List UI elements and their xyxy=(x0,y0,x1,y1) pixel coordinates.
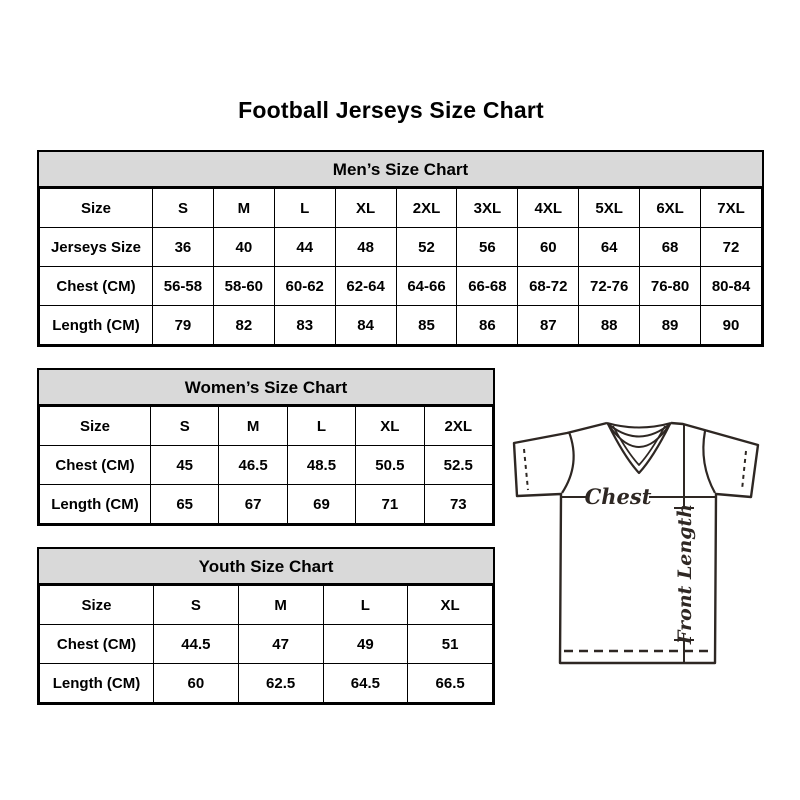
value-cell: 40 xyxy=(213,228,274,267)
value-cell: M xyxy=(213,189,274,228)
value-cell: 64-66 xyxy=(396,267,457,306)
value-cell: 68 xyxy=(640,228,701,267)
value-cell: 56 xyxy=(457,228,518,267)
value-cell: 45 xyxy=(151,446,219,485)
value-cell: 64 xyxy=(579,228,640,267)
table-row xyxy=(40,485,493,524)
value-cell: 5XL xyxy=(579,189,640,228)
value-cell: M xyxy=(238,586,323,625)
value-cell: L xyxy=(274,189,335,228)
table-row xyxy=(40,664,493,703)
value-cell: L xyxy=(323,586,408,625)
womens-table-header: Women’s Size Chart xyxy=(39,370,493,406)
row-label-cell: Chest (CM) xyxy=(40,625,154,664)
value-cell: XL xyxy=(335,189,396,228)
value-cell: 71 xyxy=(356,485,424,524)
value-cell: 56-58 xyxy=(153,267,214,306)
value-cell: 44 xyxy=(274,228,335,267)
value-cell: 50.5 xyxy=(356,446,424,485)
mens-table-grid xyxy=(39,188,762,345)
value-cell: 48.5 xyxy=(287,446,355,485)
youth-table-grid xyxy=(39,585,493,703)
youth-table-header: Youth Size Chart xyxy=(39,549,493,585)
value-cell: 66-68 xyxy=(457,267,518,306)
value-cell: 3XL xyxy=(457,189,518,228)
value-cell: 52.5 xyxy=(424,446,492,485)
value-cell: 87 xyxy=(518,306,579,345)
table-row xyxy=(40,407,493,446)
value-cell: 86 xyxy=(457,306,518,345)
value-cell: S xyxy=(153,189,214,228)
value-cell: 6XL xyxy=(640,189,701,228)
value-cell: 7XL xyxy=(701,189,762,228)
value-cell: 46.5 xyxy=(219,446,287,485)
value-cell: 76-80 xyxy=(640,267,701,306)
value-cell: 60 xyxy=(154,664,239,703)
row-label-cell: Length (CM) xyxy=(40,664,154,703)
row-label-cell: Size xyxy=(40,189,153,228)
page-title: Football Jerseys Size Chart xyxy=(238,97,544,123)
chest-measure-label: Chest xyxy=(584,484,652,509)
value-cell: 51 xyxy=(408,625,493,664)
mens-table-header: Men’s Size Chart xyxy=(39,152,762,188)
value-cell: 44.5 xyxy=(154,625,239,664)
value-cell: 65 xyxy=(151,485,219,524)
right-cuff-stitch-line xyxy=(742,451,746,490)
collar-top-line xyxy=(607,423,671,428)
value-cell: 4XL xyxy=(518,189,579,228)
table-row xyxy=(40,446,493,485)
value-cell: 89 xyxy=(640,306,701,345)
value-cell: 62.5 xyxy=(238,664,323,703)
value-cell: 67 xyxy=(219,485,287,524)
row-label-cell: Jerseys Size xyxy=(40,228,153,267)
table-row xyxy=(40,189,762,228)
value-cell: 69 xyxy=(287,485,355,524)
value-cell: S xyxy=(151,407,219,446)
value-cell: 60 xyxy=(518,228,579,267)
value-cell: M xyxy=(219,407,287,446)
row-label-cell: Size xyxy=(40,407,151,446)
value-cell: S xyxy=(154,586,239,625)
value-cell: 64.5 xyxy=(323,664,408,703)
row-label-cell: Chest (CM) xyxy=(40,267,153,306)
value-cell: 72 xyxy=(701,228,762,267)
row-label-cell: Size xyxy=(40,586,154,625)
value-cell: XL xyxy=(356,407,424,446)
value-cell: 52 xyxy=(396,228,457,267)
value-cell: 36 xyxy=(153,228,214,267)
table-row xyxy=(40,625,493,664)
table-row xyxy=(40,306,762,345)
jersey-measurement-diagram xyxy=(498,406,774,678)
value-cell: 83 xyxy=(274,306,335,345)
right-armhole-seam-line xyxy=(703,431,715,493)
value-cell: 47 xyxy=(238,625,323,664)
value-cell: 73 xyxy=(424,485,492,524)
value-cell: 2XL xyxy=(424,407,492,446)
value-cell: L xyxy=(287,407,355,446)
row-label-cell: Chest (CM) xyxy=(40,446,151,485)
left-armhole-seam-line xyxy=(562,432,574,493)
table-row xyxy=(40,586,493,625)
value-cell: 72-76 xyxy=(579,267,640,306)
value-cell: 80-84 xyxy=(701,267,762,306)
youth-size-chart-table xyxy=(37,547,495,705)
value-cell: 48 xyxy=(335,228,396,267)
value-cell: 49 xyxy=(323,625,408,664)
womens-table-grid xyxy=(39,406,493,524)
row-label-cell: Length (CM) xyxy=(40,485,151,524)
value-cell: 85 xyxy=(396,306,457,345)
value-cell: 90 xyxy=(701,306,762,345)
value-cell: 58-60 xyxy=(213,267,274,306)
value-cell: 84 xyxy=(335,306,396,345)
front-length-measure-label: Front Length xyxy=(674,503,696,645)
value-cell: 88 xyxy=(579,306,640,345)
table-row xyxy=(40,267,762,306)
value-cell: 62-64 xyxy=(335,267,396,306)
value-cell: 79 xyxy=(153,306,214,345)
womens-size-chart-table xyxy=(37,368,495,526)
value-cell: XL xyxy=(408,586,493,625)
left-cuff-stitch-line xyxy=(524,449,528,490)
value-cell: 2XL xyxy=(396,189,457,228)
mens-size-chart-table xyxy=(37,150,764,347)
table-row xyxy=(40,228,762,267)
value-cell: 68-72 xyxy=(518,267,579,306)
value-cell: 60-62 xyxy=(274,267,335,306)
value-cell: 66.5 xyxy=(408,664,493,703)
jersey-outline xyxy=(514,423,758,663)
row-label-cell: Length (CM) xyxy=(40,306,153,345)
value-cell: 82 xyxy=(213,306,274,345)
